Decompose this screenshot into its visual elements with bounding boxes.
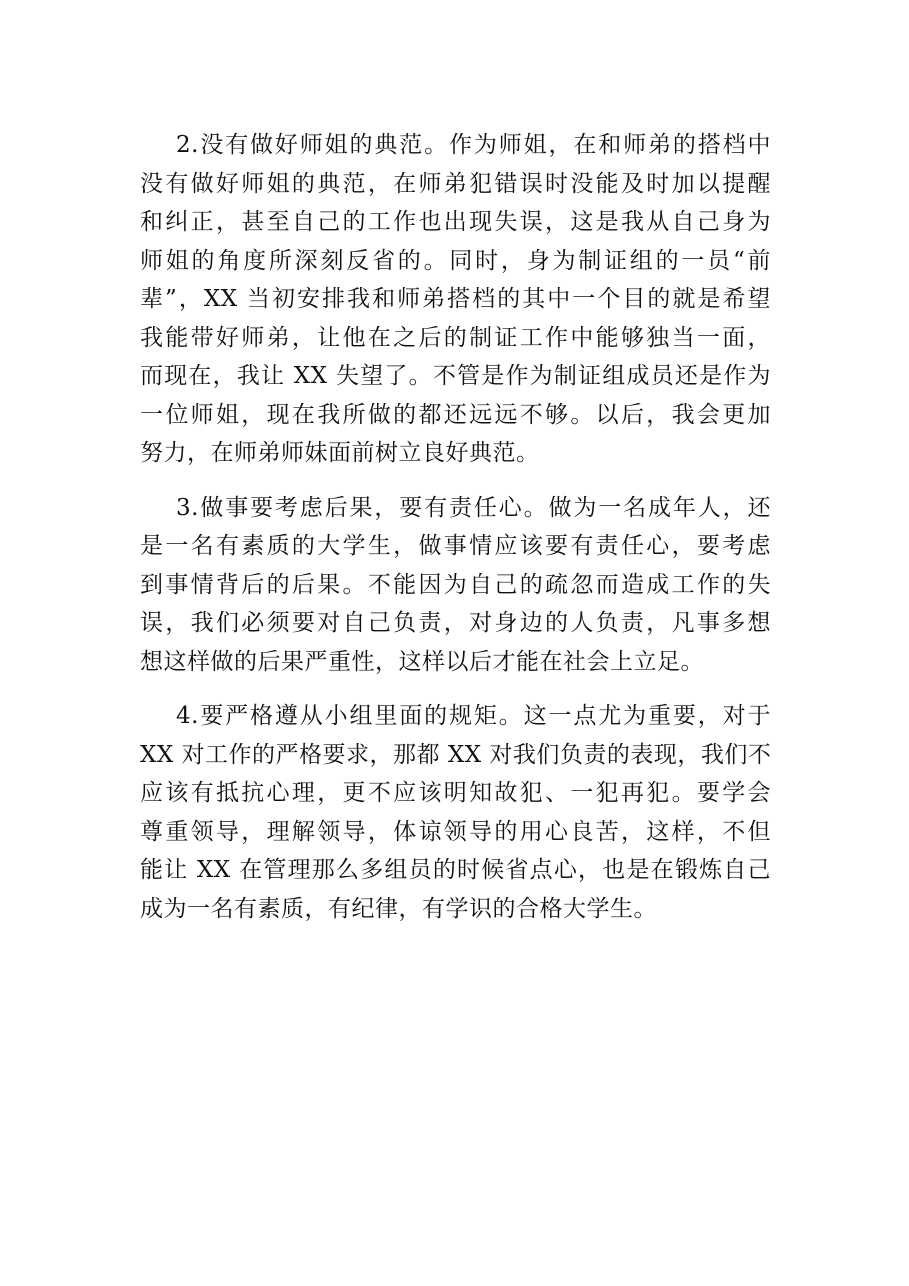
paragraph-2 (140, 126, 771, 473)
paragraph-line: 2.没有做好师姐的典范。作为师姐，在和师弟的搭档中 (176, 132, 771, 158)
paragraph-line: 我能带好师弟，让他在之后的制证工作中能够独当一面， (140, 324, 771, 351)
paragraph-line: 尊重领导，理解领导，体谅领导的用心良苦，这样，不但 (140, 818, 771, 845)
paragraph-line: 努力，在师弟师妹面前树立良好典范。 (140, 440, 540, 466)
paragraph-3 (140, 489, 771, 682)
paragraph-line: 应该有抵抗心理，更不应该明知故犯、一犯再犯。要学会 (140, 780, 771, 806)
paragraph-line: 一位师姐，现在我所做的都还远远不够。以后，我会更加 (140, 401, 771, 428)
paragraph-line: 误，我们必须要对自己负责，对身边的人负责，凡事多想 (140, 610, 771, 636)
paragraph-line: XX 对工作的严格要求，那都 XX 对我们负责的表现，我们不 (140, 741, 772, 768)
paragraph-line: 和纠正，甚至自己的工作也出现失误，这是我从自己身为 (140, 209, 771, 235)
paragraph-line: 想这样做的后果严重性，这样以后才能在社会上立足。 (140, 648, 704, 675)
paragraph-line: 4.要严格遵从小组里面的规矩。这一点尤为重要，对于 (176, 703, 771, 729)
paragraph-4 (140, 697, 771, 928)
paragraph-line: 能让 XX 在管理那么多组员的时候省点心，也是在锻炼自己 (140, 857, 771, 883)
paragraph-line: 成为一名有素质，有纪律，有学识的合格大学生。 (140, 895, 657, 922)
paragraph-line: 是一名有素质的大学生，做事情应该要有责任心，要考虑 (140, 533, 771, 559)
paragraph-line: 而现在，我让 XX 失望了。不管是作为制证组成员还是作为 (140, 363, 771, 389)
paragraph-line: 没有做好师姐的典范，在师弟犯错误时没能及时加以提醒 (140, 170, 771, 197)
paragraph-line: 师姐的角度所深刻反省的。同时，身为制证组的一员“前 (140, 247, 771, 274)
document-body (140, 126, 771, 944)
paragraph-line: 到事情背后的后果。不能因为自己的疏忽而造成工作的失 (140, 571, 771, 598)
paragraph-line: 辈”，XX 当初安排我和师弟搭档的其中一个目的就是希望 (140, 286, 771, 312)
paragraph-line: 3.做事要考虑后果，要有责任心。做为一名成年人，还 (176, 494, 771, 521)
